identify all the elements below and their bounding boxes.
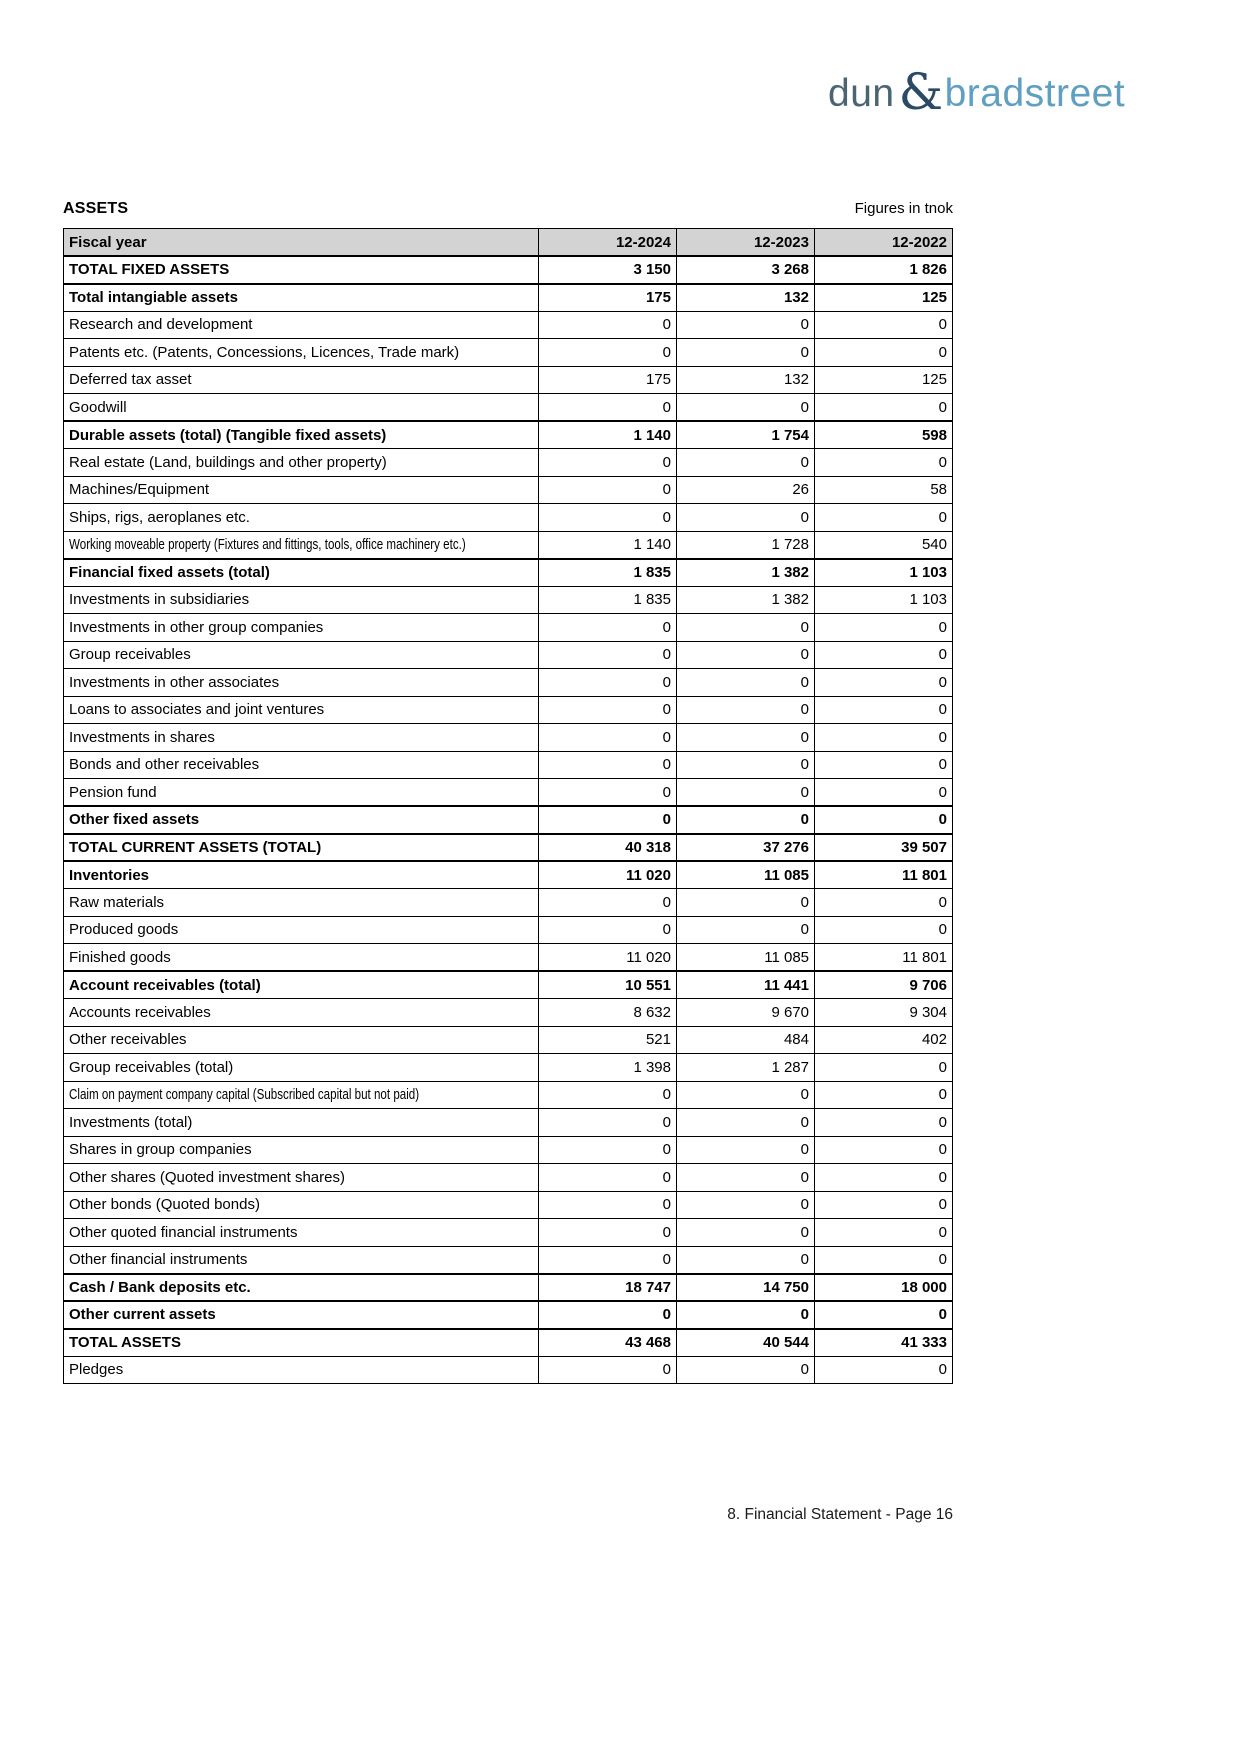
table-row — [64, 889, 953, 917]
table-row — [64, 1329, 953, 1357]
row-value: 0 — [677, 394, 815, 422]
row-value: 1 140 — [539, 531, 677, 559]
row-value: 11 085 — [677, 944, 815, 972]
row-value: 0 — [677, 449, 815, 477]
row-value: 0 — [677, 311, 815, 339]
row-label: Other shares (Quoted investment shares) — [64, 1164, 539, 1192]
row-value: 0 — [539, 614, 677, 642]
row-value: 11 441 — [677, 971, 815, 999]
row-value: 1 287 — [677, 1054, 815, 1082]
table-row — [64, 559, 953, 587]
row-value: 175 — [539, 284, 677, 312]
row-label: Deferred tax asset — [64, 366, 539, 394]
row-value: 0 — [677, 669, 815, 697]
row-value: 0 — [539, 1109, 677, 1137]
row-value: 0 — [677, 1191, 815, 1219]
table-row — [64, 834, 953, 862]
row-value: 0 — [815, 1164, 953, 1192]
row-value: 175 — [539, 366, 677, 394]
row-value: 0 — [815, 916, 953, 944]
row-value: 0 — [677, 614, 815, 642]
table-row — [64, 449, 953, 477]
row-label: Machines/Equipment — [64, 476, 539, 504]
row-value: 0 — [677, 916, 815, 944]
table-row — [64, 669, 953, 697]
section-title: ASSETS — [63, 200, 129, 217]
row-value: 41 333 — [815, 1329, 953, 1357]
table-row — [64, 779, 953, 807]
row-value: 1 835 — [539, 559, 677, 587]
row-value: 43 468 — [539, 1329, 677, 1357]
row-value: 484 — [677, 1026, 815, 1054]
figures-unit-note: Figures in tnok — [854, 200, 953, 217]
row-value: 0 — [815, 1081, 953, 1109]
table-row — [64, 1246, 953, 1274]
table-row — [64, 1356, 953, 1384]
table-row — [64, 256, 953, 284]
assets-table — [63, 228, 953, 1384]
row-label: Other bonds (Quoted bonds) — [64, 1191, 539, 1219]
table-row — [64, 339, 953, 367]
table-row — [64, 394, 953, 422]
row-value: 40 318 — [539, 834, 677, 862]
table-row — [64, 696, 953, 724]
row-value: 0 — [815, 1356, 953, 1384]
row-label: Raw materials — [64, 889, 539, 917]
table-row — [64, 971, 953, 999]
table-row — [64, 751, 953, 779]
row-value: 0 — [677, 696, 815, 724]
row-value: 540 — [815, 531, 953, 559]
row-value: 0 — [539, 1301, 677, 1329]
row-label: Other financial instruments — [64, 1246, 539, 1274]
row-value: 0 — [539, 1191, 677, 1219]
row-value: 0 — [539, 1164, 677, 1192]
row-value: 0 — [539, 1136, 677, 1164]
row-value: 1 103 — [815, 586, 953, 614]
row-value: 0 — [815, 669, 953, 697]
row-value: 0 — [677, 779, 815, 807]
row-label: Investments in subsidiaries — [64, 586, 539, 614]
row-value: 0 — [815, 1191, 953, 1219]
row-label: TOTAL FIXED ASSETS — [64, 256, 539, 284]
row-value: 598 — [815, 421, 953, 449]
row-value: 11 020 — [539, 944, 677, 972]
table-row — [64, 1219, 953, 1247]
row-value: 0 — [677, 1109, 815, 1137]
row-value: 11 801 — [815, 861, 953, 889]
row-value: 0 — [539, 916, 677, 944]
table-row — [64, 1081, 953, 1109]
row-value: 0 — [539, 751, 677, 779]
row-value: 402 — [815, 1026, 953, 1054]
row-value: 0 — [539, 1081, 677, 1109]
row-value: 0 — [815, 504, 953, 532]
row-label: Patents etc. (Patents, Concessions, Licences, Trade mark) — [64, 339, 539, 367]
row-value: 0 — [815, 779, 953, 807]
row-value: 0 — [539, 311, 677, 339]
column-header-12-2022: 12-2022 — [815, 229, 953, 257]
table-row — [64, 641, 953, 669]
row-value: 9 706 — [815, 971, 953, 999]
table-row — [64, 1164, 953, 1192]
row-label: Accounts receivables — [64, 999, 539, 1027]
row-value: 1 728 — [677, 531, 815, 559]
row-label: Research and development — [64, 311, 539, 339]
row-label: TOTAL ASSETS — [64, 1329, 539, 1357]
row-value: 0 — [539, 394, 677, 422]
row-label: Total intangiable assets — [64, 284, 539, 312]
row-value: 14 750 — [677, 1274, 815, 1302]
fiscal-year-header: Fiscal year — [64, 229, 539, 257]
row-label: Group receivables (total) — [64, 1054, 539, 1082]
row-value: 8 632 — [539, 999, 677, 1027]
row-value: 0 — [677, 1219, 815, 1247]
row-label: Inventories — [64, 861, 539, 889]
row-value: 0 — [815, 751, 953, 779]
row-value: 521 — [539, 1026, 677, 1054]
row-label: Pension fund — [64, 779, 539, 807]
row-value: 0 — [815, 311, 953, 339]
row-value: 37 276 — [677, 834, 815, 862]
row-value: 0 — [677, 1081, 815, 1109]
row-value: 0 — [815, 889, 953, 917]
row-label: Finished goods — [64, 944, 539, 972]
table-row — [64, 504, 953, 532]
row-value: 0 — [677, 724, 815, 752]
row-label: Working moveable property (Fixtures and fittings, tools, office machinery etc.) — [64, 531, 539, 559]
row-label: Investments (total) — [64, 1109, 539, 1137]
row-value: 0 — [677, 339, 815, 367]
row-label: Cash / Bank deposits etc. — [64, 1274, 539, 1302]
row-value: 40 544 — [677, 1329, 815, 1357]
row-value: 125 — [815, 284, 953, 312]
row-label: Account receivables (total) — [64, 971, 539, 999]
row-value: 0 — [815, 1219, 953, 1247]
row-value: 3 150 — [539, 256, 677, 284]
row-value: 0 — [815, 1109, 953, 1137]
row-value: 0 — [815, 1301, 953, 1329]
row-value: 0 — [539, 779, 677, 807]
row-label: Goodwill — [64, 394, 539, 422]
row-value: 10 551 — [539, 971, 677, 999]
row-value: 0 — [677, 1301, 815, 1329]
row-label: Claim on payment company capital (Subscribed capital but not paid) — [64, 1081, 539, 1109]
table-row — [64, 1054, 953, 1082]
row-value: 0 — [539, 504, 677, 532]
row-value: 0 — [815, 1054, 953, 1082]
row-value: 1 103 — [815, 559, 953, 587]
table-row — [64, 1026, 953, 1054]
table-row — [64, 311, 953, 339]
row-value: 132 — [677, 366, 815, 394]
row-value: 0 — [539, 1356, 677, 1384]
row-label: Investments in other associates — [64, 669, 539, 697]
row-value: 1 398 — [539, 1054, 677, 1082]
row-value: 18 747 — [539, 1274, 677, 1302]
row-value: 0 — [815, 1136, 953, 1164]
table-row — [64, 1301, 953, 1329]
row-label: Financial fixed assets (total) — [64, 559, 539, 587]
row-value: 3 268 — [677, 256, 815, 284]
table-row — [64, 944, 953, 972]
row-value: 0 — [539, 339, 677, 367]
row-label: Real estate (Land, buildings and other property) — [64, 449, 539, 477]
row-value: 0 — [677, 1164, 815, 1192]
row-value: 0 — [815, 696, 953, 724]
row-value: 9 304 — [815, 999, 953, 1027]
row-value: 26 — [677, 476, 815, 504]
row-value: 39 507 — [815, 834, 953, 862]
row-value: 0 — [677, 1246, 815, 1274]
row-value: 0 — [815, 614, 953, 642]
table-row — [64, 1109, 953, 1137]
assets-table-body — [64, 256, 953, 1384]
row-value: 132 — [677, 284, 815, 312]
table-row — [64, 1274, 953, 1302]
logo-text-dun: dun — [828, 72, 895, 115]
table-row — [64, 366, 953, 394]
row-value: 0 — [539, 696, 677, 724]
row-value: 0 — [539, 641, 677, 669]
row-label: Produced goods — [64, 916, 539, 944]
table-row — [64, 1136, 953, 1164]
table-row — [64, 421, 953, 449]
row-value: 9 670 — [677, 999, 815, 1027]
table-row — [64, 284, 953, 312]
row-value: 1 835 — [539, 586, 677, 614]
row-value: 1 382 — [677, 559, 815, 587]
row-value: 11 085 — [677, 861, 815, 889]
row-value: 0 — [677, 1136, 815, 1164]
row-value: 1 382 — [677, 586, 815, 614]
table-row — [64, 531, 953, 559]
table-row — [64, 1191, 953, 1219]
row-label: Other current assets — [64, 1301, 539, 1329]
row-value: 0 — [815, 1246, 953, 1274]
column-header-12-2023: 12-2023 — [677, 229, 815, 257]
row-value: 0 — [539, 1219, 677, 1247]
row-value: 1 826 — [815, 256, 953, 284]
row-label: TOTAL CURRENT ASSETS (TOTAL) — [64, 834, 539, 862]
row-value: 0 — [815, 339, 953, 367]
table-row — [64, 614, 953, 642]
column-header-12-2024: 12-2024 — [539, 229, 677, 257]
row-value: 0 — [677, 806, 815, 834]
row-value: 0 — [677, 1356, 815, 1384]
row-value: 0 — [815, 394, 953, 422]
row-value: 0 — [539, 449, 677, 477]
row-label: Other quoted financial instruments — [64, 1219, 539, 1247]
row-value: 0 — [539, 724, 677, 752]
table-row — [64, 861, 953, 889]
row-value: 0 — [815, 641, 953, 669]
row-value: 0 — [815, 806, 953, 834]
row-label: Bonds and other receivables — [64, 751, 539, 779]
row-value: 0 — [677, 889, 815, 917]
row-value: 0 — [815, 724, 953, 752]
row-label: Ships, rigs, aeroplanes etc. — [64, 504, 539, 532]
row-value: 0 — [539, 476, 677, 504]
dun-and-bradstreet-logo: dun & bradstreet — [828, 63, 1126, 121]
row-value: 0 — [539, 1246, 677, 1274]
row-value: 0 — [677, 504, 815, 532]
table-row — [64, 476, 953, 504]
row-label: Shares in group companies — [64, 1136, 539, 1164]
row-label: Other fixed assets — [64, 806, 539, 834]
row-value: 0 — [815, 449, 953, 477]
row-value: 0 — [539, 889, 677, 917]
row-label: Durable assets (total) (Tangible fixed assets) — [64, 421, 539, 449]
row-label: Group receivables — [64, 641, 539, 669]
row-label: Investments in shares — [64, 724, 539, 752]
table-title-bar — [63, 200, 953, 218]
row-value: 0 — [677, 751, 815, 779]
row-value: 1 140 — [539, 421, 677, 449]
page-footer: 8. Financial Statement - Page 16 — [727, 1506, 953, 1523]
row-value: 0 — [539, 806, 677, 834]
row-value: 0 — [677, 641, 815, 669]
row-value: 11 020 — [539, 861, 677, 889]
row-label: Investments in other group companies — [64, 614, 539, 642]
row-value: 58 — [815, 476, 953, 504]
table-row — [64, 724, 953, 752]
logo-text-bradstreet: bradstreet — [944, 72, 1126, 115]
row-value: 18 000 — [815, 1274, 953, 1302]
table-header-row — [64, 229, 953, 257]
row-value: 125 — [815, 366, 953, 394]
row-value: 0 — [539, 669, 677, 697]
row-label: Loans to associates and joint ventures — [64, 696, 539, 724]
row-label: Other receivables — [64, 1026, 539, 1054]
table-row — [64, 916, 953, 944]
row-label: Pledges — [64, 1356, 539, 1384]
table-row — [64, 999, 953, 1027]
row-value: 1 754 — [677, 421, 815, 449]
table-row — [64, 806, 953, 834]
table-row — [64, 586, 953, 614]
row-value: 11 801 — [815, 944, 953, 972]
